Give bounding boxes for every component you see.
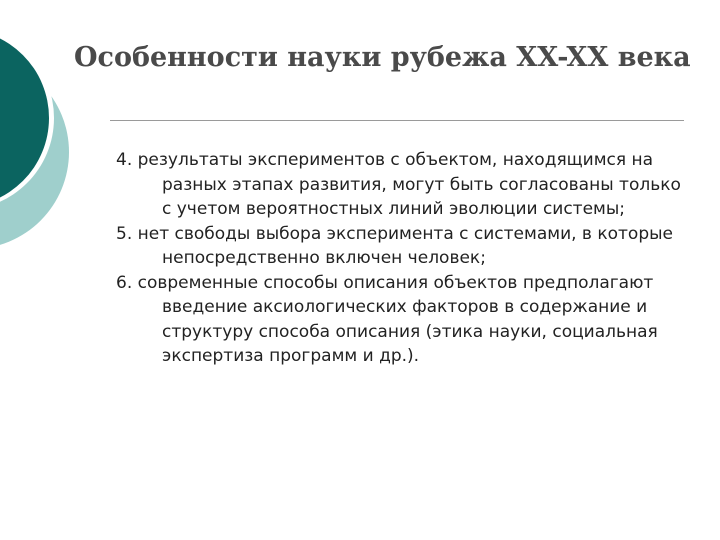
title-divider	[110, 120, 684, 121]
list-item: 5. нет свободы выбора эксперимента с системами, в которые непосредственно включен человек;	[116, 223, 673, 268]
slide-title: Особенности науки рубежа XX-XX века	[74, 42, 691, 73]
list-item: 6. современные способы описания объектов предполагают введение аксиологических факторов в содержание и структуру способа описания (этика науки, социальная экспертиза программ и др.).	[116, 272, 658, 366]
body-list	[116, 148, 686, 369]
list-item: 4. результаты экспериментов с объектом, находящимся на разных этапах развития, могут быть согласованы только с учетом вероятностных линий эволюции системы;	[116, 150, 681, 219]
